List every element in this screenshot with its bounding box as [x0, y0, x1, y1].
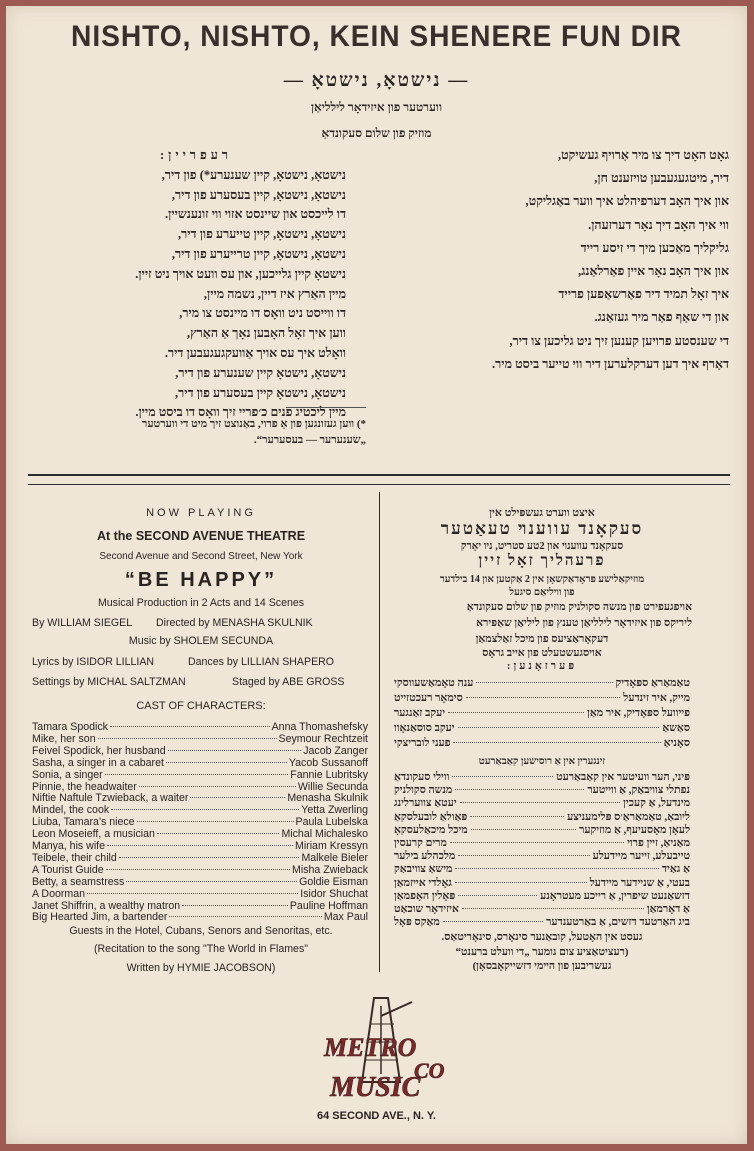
- yiddish-cast-row: [394, 863, 690, 875]
- verse-line: דיר, מיטגעגעבען טויזענט חן,: [594, 171, 729, 186]
- song-title: NISHTO, NISHTO, KEIN SHENERE FUN DIR: [71, 20, 682, 53]
- dot-leader: [452, 776, 553, 777]
- footnote-line: „שענערער — בעסערער“.: [253, 434, 366, 446]
- yiddish-credit-line: ליריקס פון איזידאָר לילליאַן טענץ פון ליליאַן שאַפּירא: [476, 617, 692, 629]
- dot-leader: [455, 882, 587, 883]
- cast-role: A Doorman: [32, 887, 85, 900]
- cast-actor: Michal Michalesko: [281, 828, 368, 841]
- yiddish-cast-role: נפתלי צוויבאַק, אַ ווייטער: [587, 784, 690, 797]
- yiddish-cast-actor: ווילי סעקונדאַ: [394, 771, 450, 783]
- yiddish-cast-row: [394, 811, 690, 823]
- verse-line: די שענסטע פרויען קענען זיך ניט גליכען צו דיר,: [509, 333, 729, 348]
- cast-row: [32, 804, 368, 816]
- cast-row: [32, 816, 368, 828]
- verse-line: איך זאָל תמיד דיר פאַרשאַפען פרייד: [558, 287, 729, 302]
- cast-actor: Pauline Hoffman: [289, 899, 368, 912]
- cast-row: [32, 769, 368, 781]
- cast-actor: Seymour Rechtzeit: [278, 732, 368, 745]
- dot-leader: [119, 857, 300, 858]
- cast-row: [32, 828, 368, 840]
- dot-leader: [98, 738, 277, 739]
- yiddish-cast-role: טייבעלע, זייער מיידעלע: [592, 850, 690, 863]
- dot-leader: [190, 797, 285, 798]
- cast-row: [32, 852, 368, 864]
- yiddish-cast-role: דזשאַנעט שיפרין, אַ רייכע מעטראָנע: [540, 889, 690, 902]
- yiddish-cast-actor: יעקב סוסאַנאָוו: [394, 722, 455, 734]
- yiddish-cast-row: [394, 677, 690, 689]
- cast-role: A Tourist Guide: [32, 863, 104, 876]
- yiddish-credit-line: אויסגעשטעלט פון אייב גראָס: [482, 647, 602, 659]
- show-title: “BE HAPPY”: [124, 569, 278, 591]
- cast-actor: Anna Thomashefsky: [271, 721, 368, 733]
- yiddish-cast-row: [394, 797, 690, 809]
- cast-role: Feivel Spodick, her husband: [32, 744, 166, 757]
- refrain-line: נישטאָ, נישטאָ קיין שענערע פון דיר,: [175, 365, 346, 380]
- guests-note: Guests in the Hotel, Cubans, Senors and Senoritas, etc.: [69, 925, 333, 937]
- music-credit: מוזיק פון שלום סעקונדאַ: [321, 126, 432, 140]
- cast-role: Teibele, their child: [32, 851, 117, 864]
- yiddish-show-title: פרעהליך זאָל זיין: [478, 553, 606, 569]
- cast-role: Liuba, Tamara's niece: [32, 816, 135, 829]
- yiddish-cast-role: ביג האַרטעד דזשים, אַ באַרטענדער: [546, 916, 690, 929]
- cast-row: [32, 757, 368, 769]
- yiddish-cast-actor: סימאָר רעכטזייט: [394, 692, 463, 704]
- dot-leader: [111, 809, 299, 810]
- verse-line: און איך האָב נאָר איין פאַרלאַנג,: [578, 264, 729, 279]
- cast-row: [32, 864, 368, 876]
- cast-actor: Paula Lubelska: [295, 816, 368, 829]
- lyrics-credit: ווערטער פון איזידאָר לילליאַן: [310, 100, 443, 114]
- yiddish-cast-row: [394, 784, 690, 796]
- yiddish-cast-note: זינגערין אין אַ רוסישען קאַבאַרעט: [478, 756, 606, 767]
- verse-line: גאָט האָט דיך צו מיר אַרויף געשיקט,: [557, 148, 729, 162]
- yiddish-cast-role: פּיני, הער וועיטער אין קאַבאַרעט: [556, 771, 690, 783]
- cast-role: Leon Moseieff, a musician: [32, 828, 155, 841]
- cast-row: [32, 721, 368, 733]
- cast-row: [32, 900, 368, 912]
- cast-row: [32, 840, 368, 852]
- publisher-address: 64 SECOND AVE., N. Y.: [316, 1110, 436, 1122]
- verse-line: ווי איך האָב דיך נאָר דערזעהן.: [588, 217, 729, 232]
- theatre-address: Second Avenue and Second Street, New York: [99, 551, 303, 562]
- cast-actor: Menasha Skulnik: [287, 792, 368, 805]
- dot-leader: [455, 868, 658, 869]
- cast-actor: Malkele Bieler: [301, 851, 368, 864]
- dot-leader: [443, 921, 543, 922]
- cast-row: [32, 911, 368, 923]
- yiddish-cast-actor: מלכהלע בילער: [394, 850, 456, 863]
- refrain-block: [46, 146, 346, 423]
- refrain-line: דו לייכסט און שיינסט אזוי ווי זונענשיין.: [165, 207, 346, 222]
- verse-line: און די שאַף פאַר מיר געזאַנג.: [594, 310, 729, 325]
- refrain-line: נישטאָ, נישטאָ, קיין בעסערע פון דיר,: [171, 187, 346, 202]
- yiddish-cast-actor: פּאָלין האָפמאַן: [394, 889, 456, 902]
- yiddish-guests: געסט אין האָטעל, קובאַנער סינאָרס, סינאָריטאַס.: [441, 931, 643, 943]
- dot-leader: [182, 905, 288, 906]
- section-divider: [28, 484, 730, 485]
- yiddish-cast-row: [394, 722, 690, 734]
- now-playing: NOW PLAYING: [146, 507, 256, 519]
- yiddish-production: מוזיקאַלישע פּראָדאַקשאָן אין 2 אַקטען און 14 בילדער: [439, 574, 645, 585]
- theatre-name: At the SECOND AVENUE THEATRE: [96, 529, 306, 543]
- director-credit: Directed by MENASHA SKULNIK: [156, 617, 313, 629]
- cast-role: Manya, his wife: [32, 840, 106, 852]
- yiddish-cast-row: [394, 877, 690, 889]
- cast-row: [32, 745, 368, 757]
- refrain-line: דו ווייסט ניט וואָס דו מיינסט צו מיר,: [179, 306, 346, 321]
- dot-leader: [87, 893, 298, 894]
- logo-text-metro: METRO: [324, 1033, 417, 1062]
- yiddish-cast-row: [394, 903, 690, 915]
- cast-role: Pinnie, the headwaiter: [32, 780, 137, 793]
- cast-role: Mike, her son: [32, 732, 96, 745]
- yiddish-cast-row: [394, 824, 690, 836]
- dot-leader: [476, 682, 612, 683]
- dot-leader: [169, 916, 321, 917]
- cast-actor: Jacob Zanger: [303, 744, 368, 757]
- author-credit: By WILLIAM SIEGEL: [32, 617, 133, 629]
- section-divider: [28, 474, 730, 476]
- staged-credit: Staged by ABE GROSS: [232, 676, 345, 688]
- dot-leader: [105, 774, 289, 775]
- yiddish-theatre: סעקאָנד עווענױ טעאַטער: [440, 519, 644, 538]
- dot-leader: [168, 750, 302, 751]
- refrain-line: נישטאָ קיין גלייכען, און עס וועט אויך ניט זיין.: [135, 266, 346, 281]
- yiddish-cast-row: [394, 916, 690, 928]
- yiddish-cast-actor: מרים קרעסין: [394, 837, 447, 849]
- yiddish-cast-actor: פּאַולאַ לובעלסקאַ: [394, 810, 468, 823]
- yiddish-cast-actor: גאָלדי אייזמאַן: [394, 876, 452, 889]
- settings-credit: Settings by MICHAL SALTZMAN: [32, 676, 186, 688]
- yiddish-now-playing: איצט ווערט געשפּילט אין: [489, 507, 595, 519]
- refrain-line: נישטאָ, נישטאָ, קיין שענערע*) פון דיר,: [161, 167, 346, 182]
- production-info: Musical Production in 2 Acts and 14 Scenes: [97, 597, 305, 609]
- cast-role: Tamara Spodick: [32, 721, 108, 733]
- music-credit-en: Music by SHOLEM SECUNDA: [128, 635, 274, 647]
- cast-actor: Yetta Zwerling: [301, 804, 368, 817]
- dot-leader: [462, 908, 644, 909]
- yiddish-cast-actor: מישאַ צוויבאַק: [394, 863, 453, 876]
- dot-leader: [458, 727, 660, 728]
- cast-role: Janet Shiffrin, a wealthy matron: [32, 899, 181, 912]
- dot-leader: [471, 829, 576, 830]
- yiddish-cast-role: לעאָן מאָסעיעף, אַ מוזיקער: [579, 823, 690, 836]
- yiddish-cast-row: [394, 850, 690, 862]
- yiddish-cast-actor: פעני לובריצקי: [394, 737, 451, 749]
- dot-leader: [139, 786, 296, 787]
- yiddish-cast-actor: מנשה סקולניק: [394, 784, 453, 797]
- yiddish-cast-row: [394, 890, 690, 902]
- yiddish-cast-row: [394, 737, 690, 749]
- dot-leader: [137, 821, 294, 822]
- cast-role: Niftie Naftule Tzwieback, a waiter: [32, 792, 189, 805]
- verse-line: דאַרף איך דען דערקלערען דיר ווי טייער ביסט מיר.: [492, 356, 729, 371]
- dot-leader: [455, 789, 584, 790]
- yiddish-cast-role: סאַשאַ: [662, 722, 690, 734]
- yiddish-cast-actor: ענה טאָמאַשעווסקי: [394, 677, 474, 689]
- dot-leader: [460, 802, 620, 803]
- yiddish-cast-role: אַ גאַיד: [661, 863, 690, 876]
- dot-leader: [126, 881, 297, 882]
- refrain-line: ווען איך זאָל האָבען נאָך אַ האַרץ,: [187, 326, 346, 341]
- cast-row: [32, 792, 368, 804]
- cast-actor: Miriam Kressyn: [295, 840, 368, 852]
- dot-leader: [110, 726, 270, 727]
- dot-leader: [166, 762, 287, 763]
- cast-row: [32, 733, 368, 745]
- cast-actor: Yacob Sussanoff: [288, 756, 368, 769]
- yiddish-credit-line: אויפגעפירט פון מנשה סקולניק מוזיק פון שלום סעקונדאַ: [466, 601, 692, 613]
- dot-leader: [107, 845, 293, 846]
- yiddish-cast-role: ליובאַ, טאַמאַראַ׳ס פּלימעניצע: [567, 810, 690, 823]
- cast-actor: Isidor Shuchat: [300, 887, 368, 900]
- cast-role: Mindel, the cook: [32, 804, 110, 817]
- yiddish-cast-heading: פּערזאָנען:: [506, 660, 578, 672]
- yiddish-cast-row: [394, 707, 690, 719]
- yiddish-cast-actor: מיכל מיכאַלעסקאָ: [394, 823, 468, 836]
- yiddish-cast-role: טאַמאַראַ ספּאָדיק: [615, 677, 690, 689]
- column-divider: [379, 492, 380, 972]
- yiddish-cast-row: [394, 692, 690, 704]
- cast-actor: Max Paul: [323, 911, 368, 924]
- yiddish-recitation: (רעציטאַציע צום נומער „די וועלט ברענט“: [455, 946, 629, 958]
- yiddish-credit-line: דעקאָראַציעס פון מיכל זאַלצמאַן: [475, 633, 609, 645]
- yiddish-cast-role: בעטי, אַ שניידער מיידעל: [589, 876, 690, 889]
- dot-leader: [458, 855, 589, 856]
- dot-leader: [453, 742, 660, 743]
- verse-line: און איך האָב דערפיהלט איך ווער באַגליקט,: [525, 194, 729, 209]
- logo-text-music: MUSIC: [330, 1072, 421, 1103]
- cast-actor: Willie Secunda: [297, 780, 368, 793]
- dances-credit: Dances by LILLIAN SHAPERO: [188, 656, 335, 668]
- dot-leader: [157, 833, 280, 834]
- yiddish-cast-role: מייק, איר זינדעל: [623, 692, 690, 704]
- dot-leader: [448, 712, 584, 713]
- yiddish-cast-role: מינדעל, אַ קעכין: [623, 797, 690, 810]
- verse-line: גליקליך מאַכען מיך די זיסע רייד: [580, 240, 729, 255]
- footnote-divider: [286, 407, 366, 408]
- yiddish-cast-actor: איזידאָר שוכאַט: [394, 903, 459, 915]
- refrain-line: וואָלט איך עס אויך אַוועקגעגעבען דיר.: [164, 345, 346, 360]
- cast-row: [32, 888, 368, 900]
- cast-actor: Fannie Lubritsky: [290, 768, 368, 781]
- footnote: [26, 416, 366, 448]
- yiddish-cast-role: סאָניאַ: [663, 737, 690, 749]
- dot-leader: [450, 842, 624, 843]
- cast-role: Betty, a seamstress: [32, 875, 125, 888]
- yiddish-cast-role: מאַניאַ, זיין פרוי: [627, 837, 690, 849]
- cast-role: Sasha, a singer in a cabaret: [32, 756, 164, 769]
- yiddish-cast-role: פייוועל ספּאָדיק, איר מאַן: [587, 707, 690, 719]
- cast-heading: CAST OF CHARACTERS:: [136, 700, 266, 712]
- cast-actor: Goldie Eisman: [299, 875, 368, 888]
- refrain-line: נישטאָ, נישטאָ קיין בעסערע פון דיר,: [175, 385, 346, 400]
- refrain-line: מיין ליכטיג פנים כ׳פריי זיך וואָס דו ביסט מיין.: [135, 405, 346, 420]
- yiddish-cast-actor: יעטאַ צווערלינג: [394, 797, 457, 810]
- cast-row: [32, 876, 368, 888]
- recitation-note: (Recitation to the song "The World in Flames": [94, 943, 308, 955]
- written-by: Written by HYMIE JACOBSON): [126, 962, 276, 974]
- yiddish-cast-actor: מאַקס פּאָל: [394, 916, 440, 929]
- metro-music-logo: [316, 994, 446, 1112]
- cast-actor: Misha Zwieback: [292, 863, 368, 876]
- refrain-line: נישטאָ, נישטאָ, קיין טייערע פון דיר,: [178, 227, 346, 242]
- yiddish-cast-role: אַ דאָרמאַן: [646, 903, 690, 915]
- yiddish-address: סעקאָנד עווענױ און 2טע סטריט, ניו יאָרק: [460, 541, 624, 552]
- footnote-line: *) ווען געזונגען פון אַ פרוי, באַנוצט זיך מיט די ווערטער: [141, 418, 366, 430]
- yiddish-cast-actor: יעקב זאַנגער: [394, 707, 446, 719]
- lyrics-credit-en: Lyrics by ISIDOR LILLIAN: [32, 656, 155, 668]
- yiddish-cast-row: [394, 837, 690, 849]
- logo-text-co: CO: [414, 1058, 445, 1083]
- dot-leader: [470, 816, 564, 817]
- cast-role: Sonia, a singer: [32, 768, 103, 781]
- cast-row: [32, 781, 368, 793]
- sheet-music-page: [6, 6, 747, 1144]
- dot-leader: [458, 895, 537, 896]
- refrain-line: מיין האַרץ איז דיין, נשמה מיין,: [203, 286, 346, 301]
- verse-block: [409, 144, 729, 376]
- refrain-line: נישטאָ, נישטאָ, קיין טרייערע פון דיר,: [171, 246, 346, 261]
- yiddish-written: געשריבען פון הײמי דזשייקאָבסאָן): [472, 960, 612, 972]
- cast-role: Big Hearted Jim, a bartender: [32, 911, 168, 924]
- dot-leader: [466, 697, 621, 698]
- yiddish-cast-row: [394, 771, 690, 783]
- yiddish-song-title: — נישטאָ, נישטאָ —: [283, 70, 470, 91]
- yiddish-author: פון וויליאַם סיגעל: [509, 587, 575, 598]
- dot-leader: [106, 869, 290, 870]
- refrain-heading: רעפריין:: [159, 148, 233, 162]
